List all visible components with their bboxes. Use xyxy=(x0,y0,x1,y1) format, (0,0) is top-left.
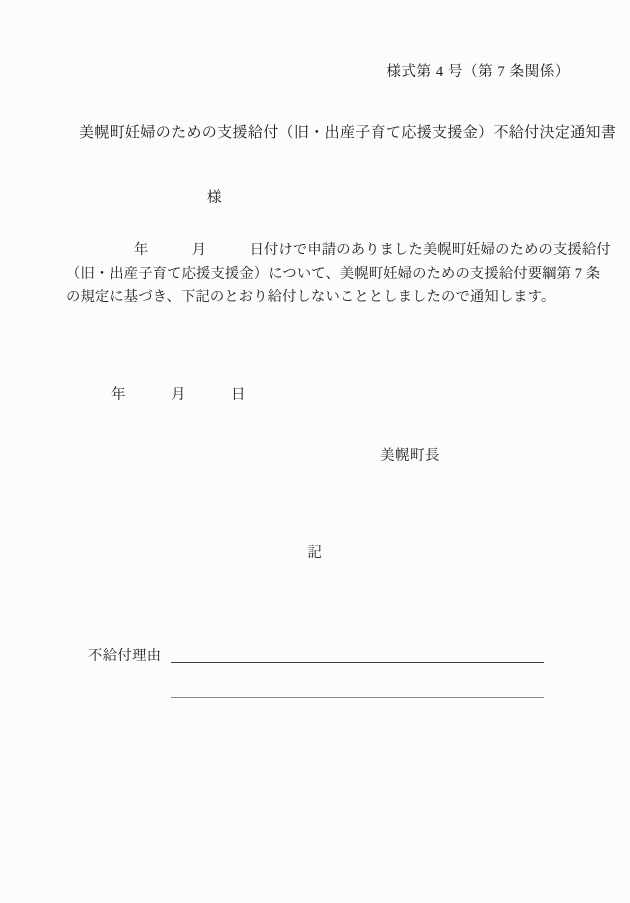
body-line-2: （旧・出産子育て応援支援金）について、美幌町妊婦のための支援給付要綱第 7 条 xyxy=(66,265,601,282)
addressee-honorific: 様 xyxy=(207,190,222,206)
reason-write-line-2 xyxy=(171,697,544,698)
page-title: 美幌町妊婦のための支援給付（旧・出産子育て応援支援金）不給付決定通知書 xyxy=(79,125,617,141)
form-number: 様式第 4 号（第 7 条関係） xyxy=(386,64,570,80)
body-line-1: 年 月 日付けで申請のありました美幌町妊婦のための支援給付 xyxy=(134,242,611,258)
reason-label: 不給付理由 xyxy=(88,648,162,664)
body-line-3: の規定に基づき、下記のとおり給付しないこととしましたので通知します。 xyxy=(66,289,556,305)
body-paragraph xyxy=(66,239,611,310)
reason-write-line-1 xyxy=(171,662,544,663)
issue-date-line: 年 月 日 xyxy=(111,387,246,403)
ki-section-marker: 記 xyxy=(307,545,323,561)
issuer-signature: 美幌町長 xyxy=(380,448,440,464)
